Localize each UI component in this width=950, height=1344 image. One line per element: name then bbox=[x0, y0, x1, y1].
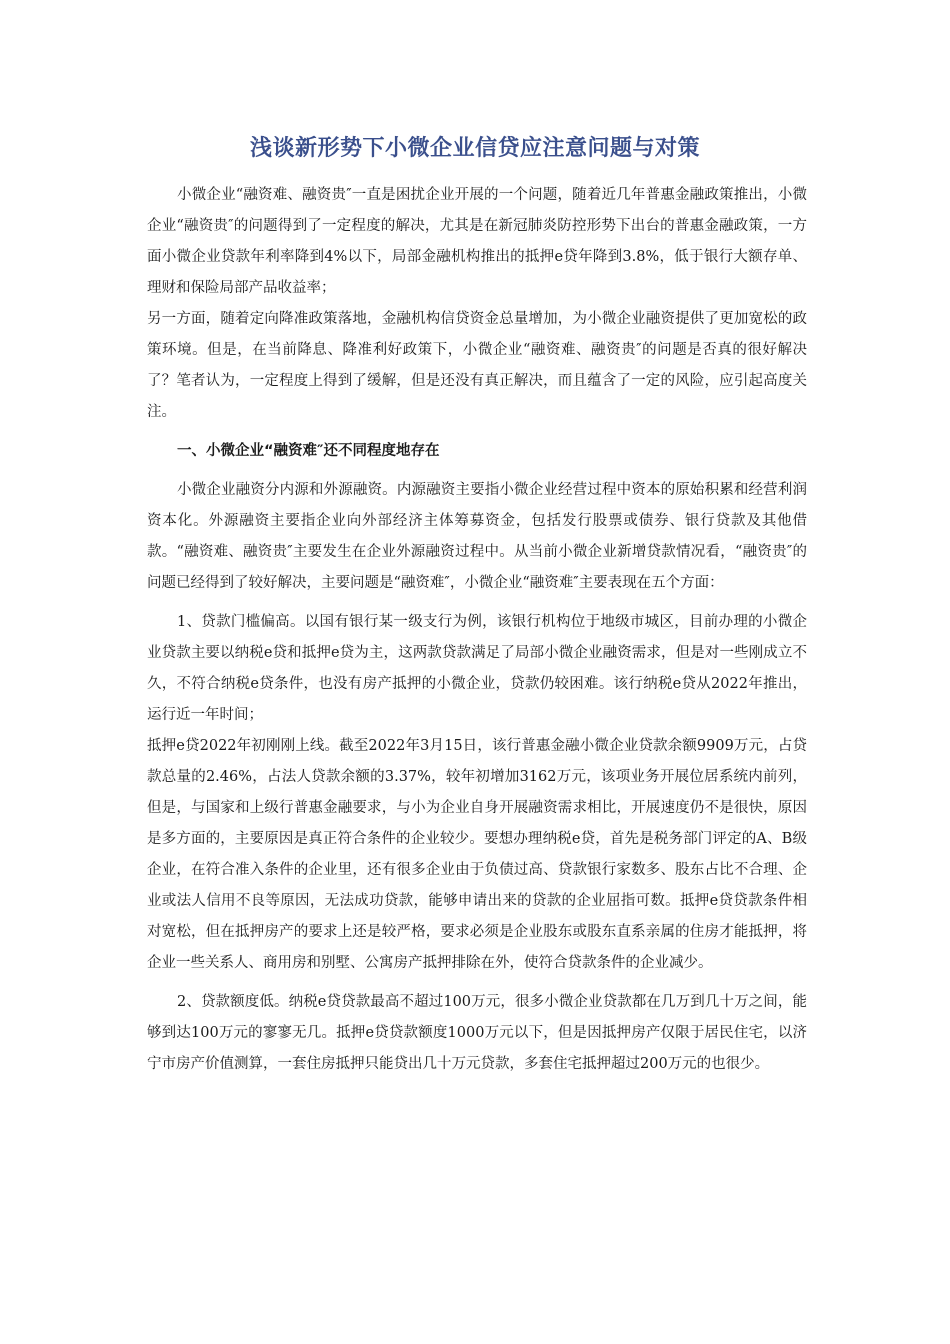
paragraph-intro-1: 小微企业“融资难、融资贵″一直是困扰企业开展的一个问题，随着近几年普惠金融政策推出，小微企业“融资贵″的问题得到了一定程度的解决，尤其是在新冠肺炎防控形势下出台的普惠金融政策，一方面小微企业贷款年利率降到4%以下，局部金融机构推出的抵押e贷年降到3.8%，低于银行大额存单、理财和保险局部产品收益率； bbox=[147, 187, 807, 296]
paragraph-point-1-cont: 抵押e贷2022年初刚刚上线。截至2022年3月15日，该行普惠金融小微企业贷款余额9909万元，占贷款总量的2.46%，占法人贷款余额的3.37%，较年初增加3162万元，该项业务开展位居系统内前列，但是，与国家和上级行普惠金融要求，与小为企业自身开展融资需求相比，开展速度仍不是很快，原因是多方面的，主要原因是真正符合条件的企业较少。要想办理纳税e贷，首先是税务部门评定的A、B级企业，在符合准入条件的企业里，还有很多企业由于负债过高、贷款银行家数多、股东占比不合理、企业或法人信用不良等原因，无法成功贷款，能够申请出来的贷款的企业屈指可数。抵押e贷贷款条件相对宽松，但在抵押房产的要求上还是较严格，要求必须是企业股东或股东直系亲属的住房才能抵押，将企业一些关系人、商用房和别墅、公寓房产抵押排除在外，使符合贷款条件的企业减少。 bbox=[147, 738, 807, 971]
paragraph-point-1: 1、贷款门槛偏高。以国有银行某一级支行为例，该银行机构位于地级市城区，目前办理的小微企业贷款主要以纳税e贷和抵押e贷为主，这两款贷款满足了局部小微企业融资需求，但是对一些刚成立不久，不符合纳税e贷条件，也没有房产抵押的小微企业，贷款仍较困难。该行纳税e贷从2022年推出，运行近一年时间； bbox=[147, 614, 807, 723]
paragraph-point-2: 2、贷款额度低。纳税e贷贷款最高不超过100万元，很多小微企业贷款都在几万到几十万之间，能够到达100万元的寥寥无几。抵押e贷贷款额度1000万元以下，但是因抵押房产仅限于居民住宅，以济宁市房产价值测算，一套住房抵押只能贷出几十万元贷款，多套住宅抵押超过200万元的也很少。 bbox=[147, 994, 807, 1072]
paragraph-section-1: 小微企业融资分内源和外源融资。内源融资主要指小微企业经营过程中资本的原始积累和经营利润资本化。外源融资主要指企业向外部经济主体筹募资金，包括发行股票或债券、银行贷款及其他借款。“融资难、融资贵″主要发生在企业外源融资过程中。从当前小微企业新增贷款情况看，“融资贵″的问题已经得到了较好解决，主要问题是“融资难″，小微企业“融资难″主要表现在五个方面： bbox=[147, 482, 807, 591]
paragraph-intro-2: 另一方面，随着定向降准政策落地，金融机构信贷资金总量增加，为小微企业融资提供了更加宽松的政策环境。但是，在当前降息、降准利好政策下，小微企业“融资难、融资贵″的问题是否真的很好解决了？笔者认为，一定程度上得到了缓解，但是还没有真正解决，而且蕴含了一定的风险，应引起高度关注。 bbox=[147, 311, 807, 420]
document-body bbox=[147, 180, 807, 1080]
document-title: 浅谈新形势下小微企业信贷应注意问题与对策 bbox=[249, 136, 700, 161]
section-heading-1: 一、小微企业“融资难″还不同程度地存在 bbox=[177, 443, 440, 459]
